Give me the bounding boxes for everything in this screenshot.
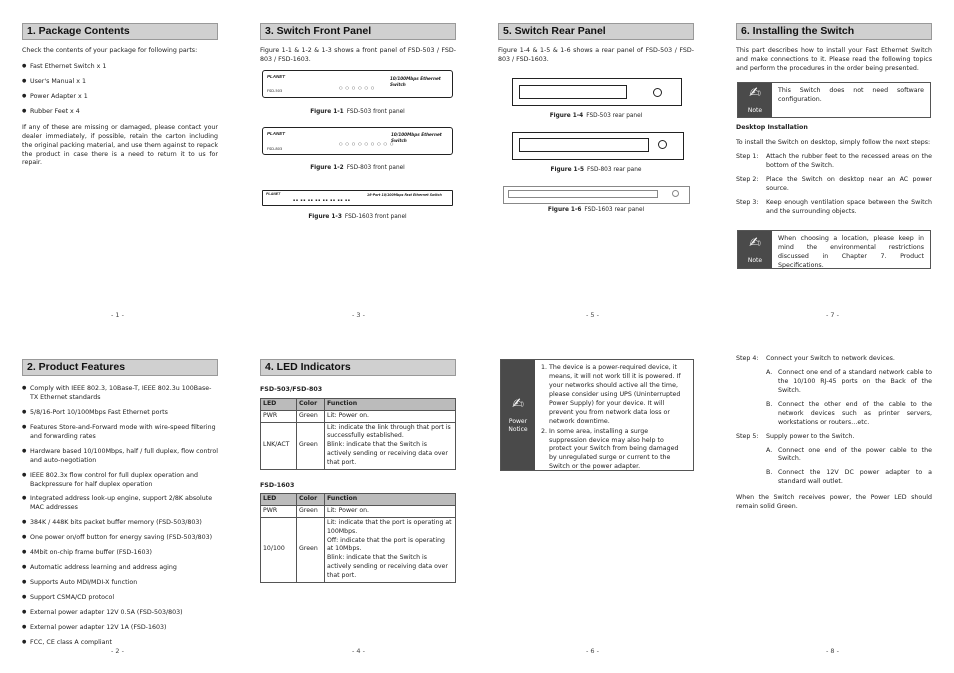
fsd-503-rear-image bbox=[512, 78, 682, 106]
note-text: This Switch does not need software configuration. bbox=[778, 87, 924, 103]
led-table-503-803 bbox=[260, 398, 456, 470]
list-item: ● Automatic address learning and address aging bbox=[22, 564, 218, 573]
step-5a: A. Connect one end of the power cable to the Switch. bbox=[766, 446, 932, 463]
list-item: ● User's Manual x 1 bbox=[22, 78, 218, 87]
figure-caption: Figure 1-3 FSD-1603 front panel bbox=[308, 214, 407, 220]
section-title: 3. Switch Front Panel bbox=[260, 23, 456, 40]
dc-jack-icon bbox=[672, 190, 679, 197]
list-item: ● 384K / 448K bits packet buffer memory (FSD-503/803) bbox=[22, 519, 218, 528]
step-5b: B. Connect the 12V DC power adapter to a standard wall outlet. bbox=[766, 469, 932, 486]
page-number: - 3 - bbox=[352, 311, 365, 319]
list-item: ● Hardware based 10/100Mbps, half / full duplex, flow control and auto-negotiation bbox=[22, 448, 218, 466]
note-box bbox=[737, 230, 931, 269]
model-label: FSD-503 bbox=[267, 89, 283, 93]
section-title: 6. Installing the Switch bbox=[736, 23, 932, 40]
fsd-803-rear-image bbox=[512, 132, 684, 160]
note-icon: ✍ Note bbox=[738, 83, 772, 117]
installing-switch-section bbox=[736, 23, 932, 74]
table-header: Function bbox=[325, 398, 456, 410]
list-item: ● Rubber Feet x 4 bbox=[22, 108, 218, 117]
features-list bbox=[22, 385, 218, 648]
table-label: FSD-1603 bbox=[260, 481, 295, 489]
led-row: ○ ○ ○ ○ ○ ○ bbox=[339, 85, 376, 90]
figure-caption: Figure 1-1 FSD-503 front panel bbox=[310, 109, 405, 115]
page-number: - 8 - bbox=[826, 647, 839, 655]
page-number: - 1 - bbox=[111, 311, 124, 319]
fsd-1603-front-image bbox=[262, 190, 453, 206]
led-row: ○ ○ ○ ○ ○ ○ ○ ○ ○ bbox=[339, 141, 395, 146]
list-item: ● Supports Auto MDI/MDI-X function bbox=[22, 579, 218, 588]
list-item: ● External power adapter 12V 0.5A (FSD-503/803) bbox=[22, 609, 218, 618]
figure-caption: Figure 1-6 FSD-1603 rear panel bbox=[547, 207, 645, 213]
list-item: ● One power on/off button for energy saving (FSD-503/803) bbox=[22, 534, 218, 543]
intro-text: Figure 1-4 & 1-5 & 1-6 shows a rear panel of FSD-503 / FSD-803 / FSD-1603. bbox=[498, 47, 694, 63]
table-row: PWR Green Lit: Power on. bbox=[261, 410, 456, 422]
notice-list bbox=[535, 360, 693, 470]
list-item: ● Support CSMA/CD protocol bbox=[22, 594, 218, 603]
table-header: LED bbox=[261, 494, 297, 506]
list-item: 2. In some area, installing a surge suppression device may also help to protect your Switch from being damaged by unregulated surge or current to the Switch or the power adapter. bbox=[549, 428, 687, 473]
step-5: Step 5: Supply power to the Switch. bbox=[736, 432, 855, 440]
pen-paper-icon: ✍ bbox=[512, 396, 524, 413]
final-text: When the Switch receives power, the Power LED should remain solid Green. bbox=[736, 494, 932, 511]
table-label: FSD-503/FSD-803 bbox=[260, 386, 323, 393]
list-item: ● 5/8/16-Port 10/100Mbps Fast Ethernet ports bbox=[22, 409, 218, 418]
fsd-1603-rear-image bbox=[503, 186, 690, 204]
package-list bbox=[22, 63, 218, 117]
fsd-503-front-image bbox=[262, 70, 453, 98]
fsd-803-front-image bbox=[262, 127, 453, 155]
planet-logo: PLANET bbox=[266, 192, 281, 196]
list-item: 1. The device is a power-required device, it means, it will not work till it is powered. If your networks should active all the time, please consider using UPS (Uninterrupted Power Supply) for your device. It will prevent you from network data loss or network downtime. bbox=[549, 364, 687, 427]
step-3: Step 3: Keep enough ventilation space between the Switch and the surrounding objects. bbox=[736, 198, 932, 215]
intro-text: This part describes how to install your Fast Ethernet Switch and make connections to it. Please read the following topics and perform the procedures in the order being presented. bbox=[736, 47, 932, 72]
step-2: Step 2: Place the Switch on desktop near an AC power source. bbox=[736, 175, 932, 192]
dc-jack-icon bbox=[653, 88, 662, 97]
figure-caption: Figure 1-4 FSD-503 rear panel bbox=[549, 113, 643, 119]
section-title: 1. Package Contents bbox=[22, 23, 218, 40]
list-item: ● Integrated address look-up engine, support 2/8K absolute MAC addresses bbox=[22, 495, 218, 513]
led-indicators-section bbox=[260, 359, 456, 583]
step-4a: A. Connect one end of a standard network cable to the 10/100 RJ-45 ports on the Back of the Switch. bbox=[766, 368, 932, 394]
intro-text: Check the contents of your package for following parts: bbox=[22, 47, 198, 54]
list-item: ● IEEE 802.3x flow control for full duplex operation and Backpressure for half duplex operation bbox=[22, 472, 218, 490]
power-notice-box bbox=[500, 359, 694, 471]
table-header: Color bbox=[297, 398, 325, 410]
list-item: ● External power adapter 12V 1A (FSD-1603) bbox=[22, 624, 218, 633]
rear-panel-section bbox=[498, 23, 694, 65]
list-item: ● Comply with IEEE 802.3, 10Base-T, IEEE 802.3u 100Base-TX Ethernet standards bbox=[22, 385, 218, 403]
list-item: ● 4Mbit on-chip frame buffer (FSD-1603) bbox=[22, 549, 218, 558]
list-item: ● Power Adapter x 1 bbox=[22, 93, 218, 102]
table-row: 10/100 Green Lit: indicate that the port is operating at 100Mbps. Off: indicate that the port is operating at 10Mbps. Blink: indicate that the Switch is actively sending or receiving data over that port. bbox=[261, 518, 456, 583]
figure-caption: Figure 1-5 FSD-803 rear pane bbox=[550, 167, 642, 173]
subsection-title: Desktop Installation bbox=[736, 124, 808, 131]
desktop-installation bbox=[736, 124, 932, 217]
section-title: 2. Product Features bbox=[22, 359, 218, 376]
led-table-1603 bbox=[260, 493, 456, 582]
body-text: If any of these are missing or damaged, please contact your dealer immediately, if possible, retain the carton including the original packing material, and use them against to repack the product in case there is a need to return it to us for repair. bbox=[22, 123, 218, 167]
model-label: FSD-803 bbox=[267, 147, 283, 151]
figure-caption: Figure 1-2 FSD-803 front panel bbox=[310, 165, 405, 171]
led-row: ▪▪ ▪▪ ▪▪ ▪▪ ▪▪ ▪▪ ▪▪ ▪▪ bbox=[293, 198, 351, 202]
step-4b: B. Connect the other end of the cable to the network devices such as printer servers, workstations or routers…etc. bbox=[766, 400, 932, 426]
table-header: Function bbox=[325, 494, 456, 506]
table-row: PWR Green Lit: Power on. bbox=[261, 506, 456, 518]
page-number: - 6 - bbox=[586, 647, 599, 655]
section-title: 5. Switch Rear Panel bbox=[498, 23, 694, 40]
package-contents-section bbox=[22, 23, 218, 168]
note-text: When choosing a location, please keep in mind the environmental restrictions discussed in Chapter 7. Product Specifications. bbox=[778, 235, 924, 269]
pen-paper-icon: ✍ bbox=[749, 234, 761, 251]
pen-paper-icon: ✍ bbox=[749, 85, 761, 102]
table-header: LED bbox=[261, 398, 297, 410]
panel-title: 10/100Mbps Ethernet Switch bbox=[391, 132, 442, 143]
intro-text: Figure 1-1 & 1-2 & 1-3 shows a front panel of FSD-503 / FSD-803 / FSD-1603. bbox=[260, 47, 456, 63]
step-1: Step 1: Attach the rubber feet to the recessed areas on the bottom of the Switch. bbox=[736, 152, 932, 169]
step-4: Step 4: Connect your Switch to network devices. bbox=[736, 355, 895, 362]
list-item: ● FCC, CE class A compliant bbox=[22, 639, 218, 648]
table-header: Color bbox=[297, 494, 325, 506]
list-item: ● Fast Ethernet Switch x 1 bbox=[22, 63, 218, 72]
planet-logo: PLANET bbox=[267, 131, 285, 136]
page-number: - 2 - bbox=[111, 647, 124, 655]
dc-jack-icon bbox=[658, 140, 667, 149]
note-icon: ✍ Note bbox=[738, 231, 772, 268]
page-number: - 5 - bbox=[586, 311, 599, 319]
table-row: LNK/ACT Green Lit: indicate the link through that port is successfully established. Blink: indicate that the Switch is actively sending or receiving data over that port. bbox=[261, 422, 456, 469]
product-features-section bbox=[22, 359, 218, 654]
panel-title: 10/100Mbps Ethernet Switch bbox=[390, 76, 441, 87]
note-box bbox=[737, 82, 931, 118]
power-notice-icon: ✍ Power Notice bbox=[501, 360, 535, 470]
connection-steps bbox=[736, 355, 932, 512]
sub-intro-text: To install the Switch on desktop, simply follow the next steps: bbox=[736, 138, 931, 146]
page-number: - 4 - bbox=[352, 647, 365, 655]
panel-title: 16-Port 10/100Mbps Fast Ethernet Switch bbox=[367, 193, 442, 197]
planet-logo: PLANET bbox=[267, 74, 285, 79]
front-panel-section bbox=[260, 23, 456, 65]
section-title: 4. LED Indicators bbox=[260, 359, 456, 376]
list-item: ● Features Store-and-Forward mode with wire-speed filtering and forwarding rates bbox=[22, 424, 218, 442]
page-number: - 7 - bbox=[826, 311, 839, 319]
